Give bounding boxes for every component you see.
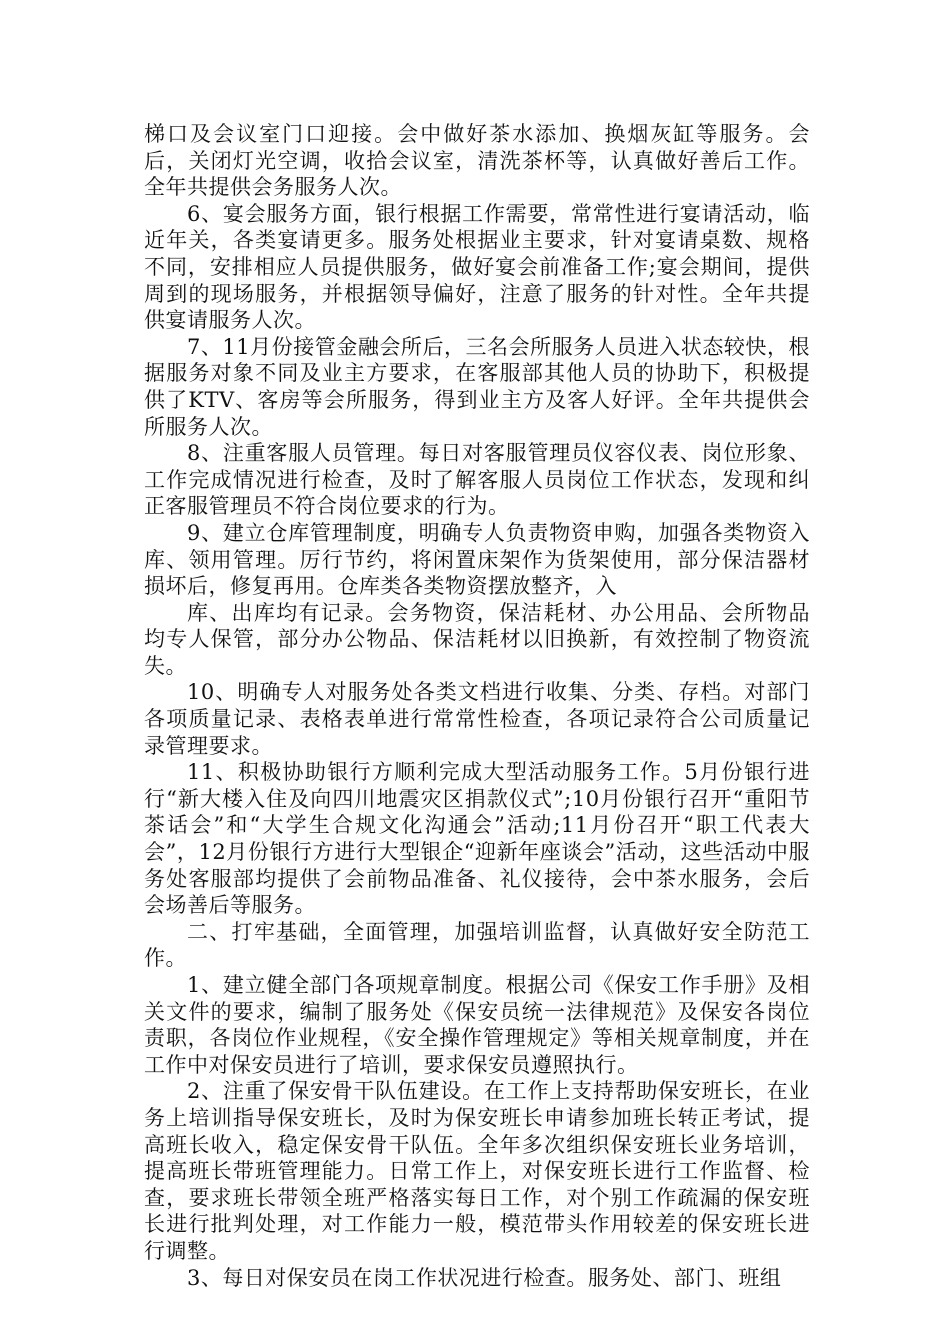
paragraph-document-archiving: 10、明确专人对服务处各类文档进行收集、分类、存档。对部门各项质量记录、表格表单进行常常性检查，各项记录符合公司质量记录管理要求。 <box>144 680 810 758</box>
paragraph-warehouse-management: 9、建立仓库管理制度，明确专人负责物资申购，加强各类物资入库、领用管理。厉行节约，将闲置床架作为货架使用，部分保洁器材损坏后，修复再用。仓库类各类物资摆放整齐，入 <box>144 520 810 599</box>
paragraph-daily-inspection: 3、每日对保安员在岗工作状况进行检查。服务处、部门、班组 <box>187 1265 782 1290</box>
paragraph-banquet-service: 6、宴会服务方面，银行根据工作需要，常常性进行宴请活动，临近年关，各类宴请更多。服务处根据业主要求，针对宴请桌数、规格不同，安排相应人员提供服务，做好宴会前准备工作;宴会期间，提供周到的现场服务，并根据领导偏好，注意了服务的针对性。全年共提供宴请服务人次。 <box>144 201 810 333</box>
paragraph-warehouse-records: 库、出库均有记录。会务物资，保洁耗材、办公用品、会所物品均专人保管，部分办公物品、保洁耗材以旧换新，有效控制了物资流失。 <box>144 600 810 678</box>
paragraph-security-team-leaders: 2、注重了保安骨干队伍建设。在工作上支持帮助保安班长，在业务上培训指导保安班长，及时为保安班长申请参加班长转正考试，提高班长收入，稳定保安骨干队伍。全年多次组织保安班长业务培训，提高班长带班管理能力。日常工作上，对保安班长进行工作监督、检查，要求班长带领全班严格落实每日工作，对个别工作疏漏的保安班长进行批判处理，对工作能力一般，模范带头作用较差的保安班长进行调整。 <box>144 1079 810 1263</box>
paragraph-large-events: 11、积极协助银行方顺利完成大型活动服务工作。5月份银行进行“新大楼入住及向四川地震灾区捐款仪式”;10月份银行召开“重阳节茶话会”和“大学生合规文化沟通会”活动;11月份召开“职工代表大会”，12月份银行方进行大型银企“迎新年座谈会”活动，这些活动中服务处客服部均提供了会前物品准备、礼仪接待，会中茶水服务，会后会场善后等服务。 <box>144 760 810 918</box>
paragraph-security-rules: 1、建立健全部门各项规章制度。根据公司《保安工作手册》及相关文件的要求，编制了服务处《保安员统一法律规范》及保安各岗位责职，各岗位作业规程，《安全操作管理规定》等相关规章制度，并在工作中对保安员进行了培训，要求保安员遵照执行。 <box>144 973 810 1077</box>
section-heading-security: 二、打牢基础，全面管理，加强培训监督，认真做好安全防范工作。 <box>144 919 810 971</box>
paragraph-meeting-service-end: 梯口及会议室门口迎接。会中做好茶水添加、换烟灰缸等服务。会后，关闭灯光空调，收拾会议室，清洗茶杯等，认真做好善后工作。全年共提供会务服务人次。 <box>144 122 810 200</box>
paragraph-staff-management: 8、注重客服人员管理。每日对客服管理员仪容仪表、岗位形象、工作完成情况进行检查，及时了解客服人员岗位工作状态，发现和纠正客服管理员不符合岗位要求的行为。 <box>144 441 810 519</box>
paragraph-club-service: 7、11月份接管金融会所后，三名会所服务人员进入状态较快，根据服务对象不同及业主方要求，在客服部其他人员的协助下，积极提供了KTV、客房等会所服务，得到业主方及客人好评。全年共提供会所服务人次。 <box>144 334 810 439</box>
